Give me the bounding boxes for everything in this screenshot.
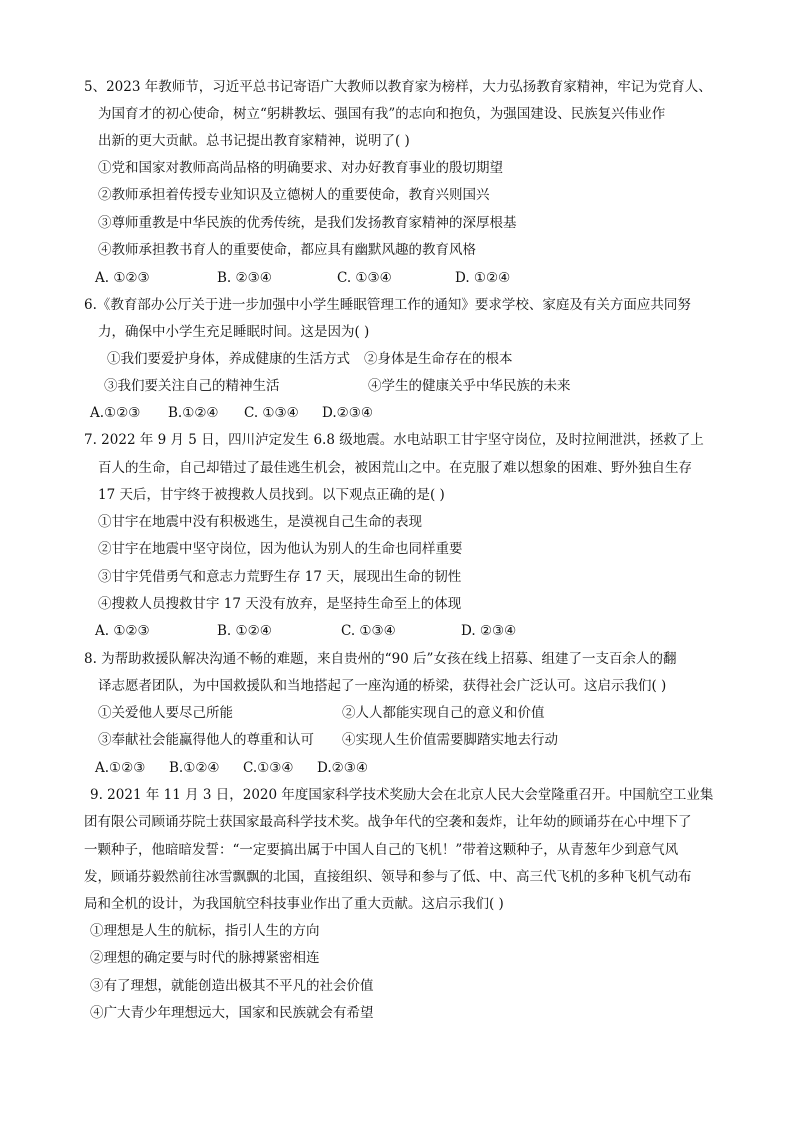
q5-item-4: ④教师承担教书育人的重要使命，都应具有幽默风趣的教育风格 — [98, 242, 476, 258]
q6-option-c: C. ①③④ — [244, 405, 299, 421]
q5-stem-line-1: 5、2023 年教师节，习近平总书记寄语广大教师以教育家为榜样，大力弘扬教育家精神，牢记为党育人、 — [84, 79, 712, 95]
q6-items-row-1 — [107, 349, 513, 369]
q8-item-3: ③奉献社会能赢得他人的尊重和认可 — [98, 732, 314, 748]
q5-option-b: B. ②③④ — [217, 270, 272, 286]
q8-items-row-2 — [98, 730, 558, 750]
q9-item-1: ①理想是人生的航标，指引人生的方向 — [90, 923, 320, 939]
q6-item-4: ④学生的健康关乎中华民族的未来 — [368, 378, 571, 394]
q9-stem-line-5: 局和全机的设计，为我国航空科技事业作出了重大贡献。这启示我们( ) — [84, 896, 504, 912]
q8-item-4: ④实现人生价值需要脚踏实地去行动 — [342, 732, 558, 748]
q9-stem-line-1: 9. 2021 年 11 月 3 日，2020 年度国家科学技术奖励大会在北京人民大会堂隆重召开。中国航空工业集 — [90, 787, 714, 803]
q5-option-d: D. ①②④ — [455, 270, 511, 286]
q9-stem-line-2: 团有限公司顾诵芬院士获国家最高科学技术奖。战争年代的空袭和轰炸，让年幼的顾诵芬在心中埋下了 — [84, 814, 692, 830]
q7-option-d: D. ②③④ — [461, 623, 517, 639]
q5-stem-line-3: 出新的更大贡献。总书记提出教育家精神，说明了( ) — [98, 133, 410, 149]
q7-options — [95, 621, 516, 641]
q9-stem-line-3: 一颗种子，他暗暗发誓：“一定要搞出属于中国人自己的飞机！”带着这颗种子，从青葱年少到意气风 — [84, 842, 679, 858]
q5-options — [95, 268, 510, 288]
q6-options — [90, 403, 373, 423]
q7-item-4: ④搜救人员搜救甘宇 17 天没有放弃，是坚持生命至上的体现 — [98, 596, 462, 612]
q8-options — [95, 758, 368, 778]
q7-item-2: ②甘宇在地震中坚守岗位，因为他认为别人的生命也同样重要 — [98, 541, 463, 557]
q6-option-a: A.①②③ — [90, 405, 141, 421]
q8-item-1: ①关爱他人要尽己所能 — [98, 705, 233, 721]
q6-option-d: D.②③④ — [322, 405, 373, 421]
q5-item-2: ②教师承担着传授专业知识及立德树人的重要使命，教育兴则国兴 — [98, 187, 490, 203]
q8-item-2: ②人人都能实现自己的意义和价值 — [342, 705, 545, 721]
q8-option-c: C.①③④ — [243, 760, 294, 776]
q8-option-a: A.①②③ — [95, 760, 146, 776]
q9-item-3: ③有了理想，就能创造出极其不平凡的社会价值 — [90, 978, 374, 994]
q7-stem-line-1: 7. 2022 年 9 月 5 日，四川泸定发生 6.8 级地震。水电站职工甘宇坚守岗位，及时拉闸泄洪，拯救了上 — [84, 432, 704, 448]
q9-stem-line-4: 发，顾诵芬毅然前往冰雪飘飘的北国，直接组织、领导和参与了低、中、高三代飞机的多种飞机气动布 — [84, 869, 692, 885]
q5-option-a: A. ①②③ — [95, 270, 150, 286]
q6-stem-line-1: 6.《教育部办公厅关于进一步加强中小学生睡眠管理工作的通知》要求学校、家庭及有关方面应共同努 — [84, 297, 691, 313]
q7-option-b: B. ①②④ — [217, 623, 272, 639]
q7-item-3: ③甘宇凭借勇气和意志力荒野生存 17 天，展现出生命的韧性 — [98, 569, 462, 585]
q5-item-3: ③尊师重教是中华民族的优秀传统，是我们发扬教育家精神的深厚根基 — [98, 215, 517, 231]
q8-items-row-1 — [98, 703, 545, 723]
q8-stem-line-1: 8. 为帮助救援队解决沟通不畅的难题，来自贵州的“90 后”女孩在线上招募、组建了一支百余人的翻 — [84, 651, 677, 667]
q7-option-a: A. ①②③ — [95, 623, 150, 639]
q6-option-b: B.①②④ — [168, 405, 219, 421]
q9-item-2: ②理想的确定要与时代的脉搏紧密相连 — [90, 950, 320, 966]
q6-item-2: ②身体是生命存在的根本 — [364, 351, 513, 367]
q7-stem-line-3: 17 天后，甘宇终于被搜救人员找到。以下观点正确的是( ) — [98, 487, 445, 503]
q8-stem-line-2: 译志愿者团队，为中国救援队和当地搭起了一座沟通的桥梁，获得社会广泛认可。这启示我们( ) — [98, 678, 667, 694]
q6-stem-line-2: 力，确保中小学生充足睡眠时间。这是因为( ) — [98, 324, 370, 340]
q6-item-3: ③我们要关注自己的精神生活 — [104, 378, 280, 394]
q6-item-1: ①我们要爱护身体，养成健康的生活方式 — [107, 351, 350, 367]
q7-option-c: C. ①③④ — [341, 623, 396, 639]
q5-stem-line-2: 为国育才的初心使命，树立“躬耕教坛、强国有我”的志向和抱负，为强国建设、民族复兴伟业作 — [98, 106, 666, 122]
q7-stem-line-2: 百人的生命，自己却错过了最佳逃生机会，被困荒山之中。在克服了难以想象的困难、野外独自生存 — [98, 460, 692, 476]
q6-items-row-2 — [104, 376, 571, 396]
q5-option-c: C. ①③④ — [337, 270, 392, 286]
q9-item-4: ④广大青少年理想远大，国家和民族就会有希望 — [90, 1005, 374, 1021]
q8-option-d: D.②③④ — [317, 760, 368, 776]
q7-item-1: ①甘宇在地震中没有积极逃生，是漠视自己生命的表现 — [98, 514, 422, 530]
q5-item-1: ①党和国家对教师高尚品格的明确要求、对办好教育事业的殷切期望 — [98, 160, 503, 176]
q8-option-b: B.①②④ — [169, 760, 220, 776]
